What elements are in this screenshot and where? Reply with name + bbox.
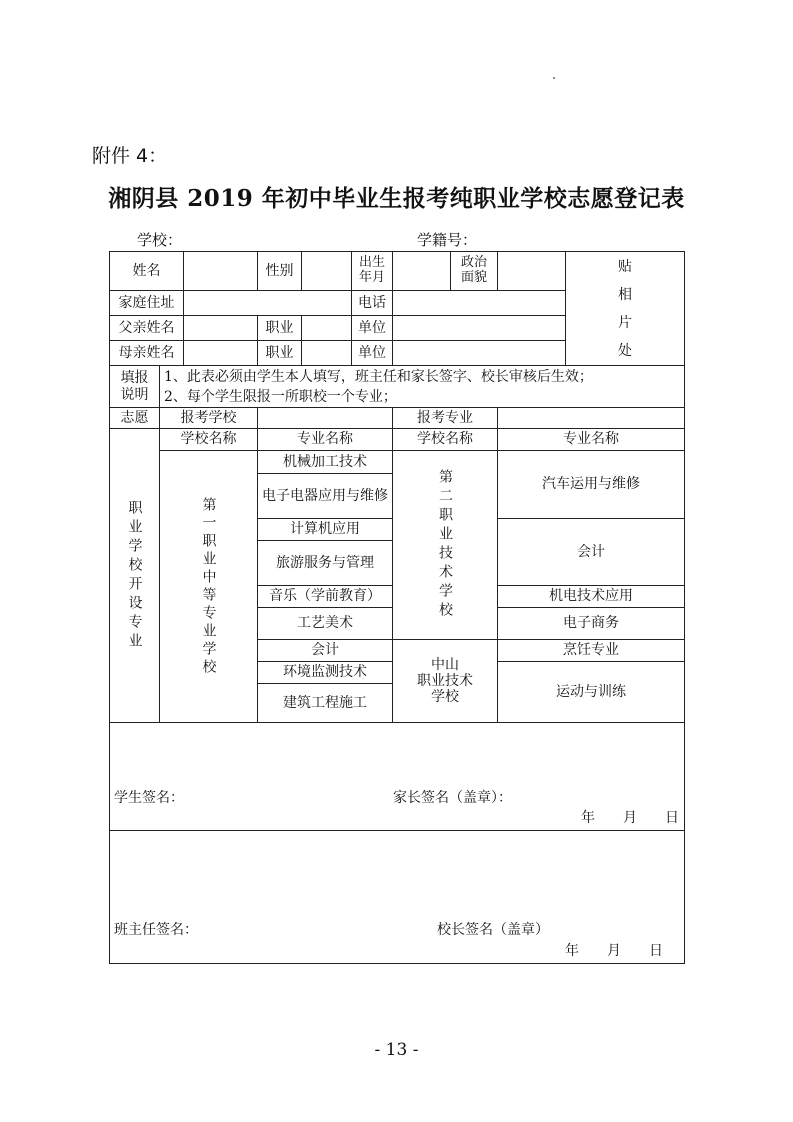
wish-school-label: 报考学校: [160, 408, 258, 429]
major-item: 旅游服务与管理: [258, 541, 393, 586]
major-item: 机械加工技术: [258, 451, 393, 474]
col-major-header: 专业名称: [258, 429, 393, 451]
school-label: 学校：: [137, 231, 183, 249]
major-item: 环境监测技术: [258, 662, 393, 684]
note-line: 1、此表必须由学生本人填写，班主任和家长签字、校长审核后生效；: [164, 368, 593, 385]
major-item: 计算机应用: [258, 519, 393, 541]
mother-employer-label: 单位: [352, 341, 393, 366]
school2-name: 第二职业技术学校: [393, 451, 498, 640]
col-school-header: 学校名称: [160, 429, 258, 451]
father-employer-label: 单位: [352, 316, 393, 341]
gender-label: 性别: [258, 252, 302, 291]
photo-char: 相: [618, 286, 632, 303]
page-title: 湘阴县 2019 年初中毕业生报考纯职业学校志愿登记表: [108, 185, 685, 212]
major-item: 建筑工程施工: [258, 684, 393, 723]
mother-employer-field[interactable]: [393, 341, 566, 366]
mother-occupation-label: 职业: [258, 341, 302, 366]
col-major-header: 专业名称: [498, 429, 685, 451]
father-occupation-field[interactable]: [302, 316, 352, 341]
political-field[interactable]: [498, 252, 566, 291]
attachment-label: 附件 4：: [92, 145, 168, 167]
address-label: 家庭住址: [110, 291, 184, 316]
notes-text: [160, 366, 685, 408]
father-name-field[interactable]: [184, 316, 258, 341]
major-item: 汽车运用与维修: [498, 451, 685, 519]
father-occupation-label: 职业: [258, 316, 302, 341]
principal-signature-label: 校长签名（盖章）: [437, 922, 549, 938]
teacher-signature-label: 班主任签名：: [114, 922, 198, 938]
catalog-section-label: 职业学校开设专业: [110, 429, 160, 723]
student-id-label: 学籍号：: [417, 231, 478, 249]
phone-field[interactable]: [393, 291, 566, 316]
major-item: 会计: [498, 519, 685, 586]
gender-field[interactable]: [302, 252, 352, 291]
mother-name-label: 母亲姓名: [110, 341, 184, 366]
photo-box[interactable]: [566, 252, 685, 366]
birth-field[interactable]: [393, 252, 451, 291]
address-field[interactable]: [184, 291, 352, 316]
parent-signature-label: 家长签名（盖章）：: [393, 790, 512, 806]
photo-char: 片: [618, 314, 632, 331]
mother-name-field[interactable]: [184, 341, 258, 366]
major-item: 烹饪专业: [498, 640, 685, 662]
col-school-header: 学校名称: [393, 429, 498, 451]
major-item: 电子电器应用与维修: [258, 474, 393, 519]
father-employer-field[interactable]: [393, 316, 566, 341]
wish-major-field[interactable]: [498, 408, 685, 429]
wish-major-label: 报考专业: [393, 408, 498, 429]
major-item: 运动与训练: [498, 662, 685, 723]
mother-occupation-field[interactable]: [302, 341, 352, 366]
wish-school-field[interactable]: [258, 408, 393, 429]
wish-label: 志愿: [110, 408, 160, 429]
major-item: 机电技术应用: [498, 586, 685, 608]
date-line: 年 月 日: [565, 943, 663, 959]
page-number: - 13 -: [374, 1040, 419, 1060]
school1-name: 第一职业中等专业学校: [160, 451, 258, 723]
father-name-label: 父亲姓名: [110, 316, 184, 341]
registration-form-table: [109, 251, 685, 964]
major-item: 音乐（学前教育）: [258, 586, 393, 608]
school3-name: 中山 职业技术 学校: [393, 640, 498, 723]
notes-label: 填报 说明: [110, 366, 160, 408]
political-label: 政治 面貌: [451, 252, 498, 291]
photo-char: 贴: [618, 258, 632, 275]
major-item: 电子商务: [498, 608, 685, 640]
photo-char: 处: [618, 342, 632, 359]
name-field[interactable]: [184, 252, 258, 291]
phone-label: 电话: [352, 291, 393, 316]
signature-block-parent[interactable]: [110, 723, 685, 831]
name-label: 姓名: [110, 252, 184, 291]
signature-block-principal[interactable]: [110, 831, 685, 964]
major-item: 会计: [258, 640, 393, 662]
birth-label: 出生 年月: [352, 252, 393, 291]
student-signature-label: 学生签名：: [114, 790, 184, 806]
note-line: 2、每个学生限报一所职校一个专业；: [164, 388, 397, 405]
date-line: 年 月 日: [581, 810, 679, 826]
major-item: 工艺美术: [258, 608, 393, 640]
scan-speck: [553, 77, 555, 79]
